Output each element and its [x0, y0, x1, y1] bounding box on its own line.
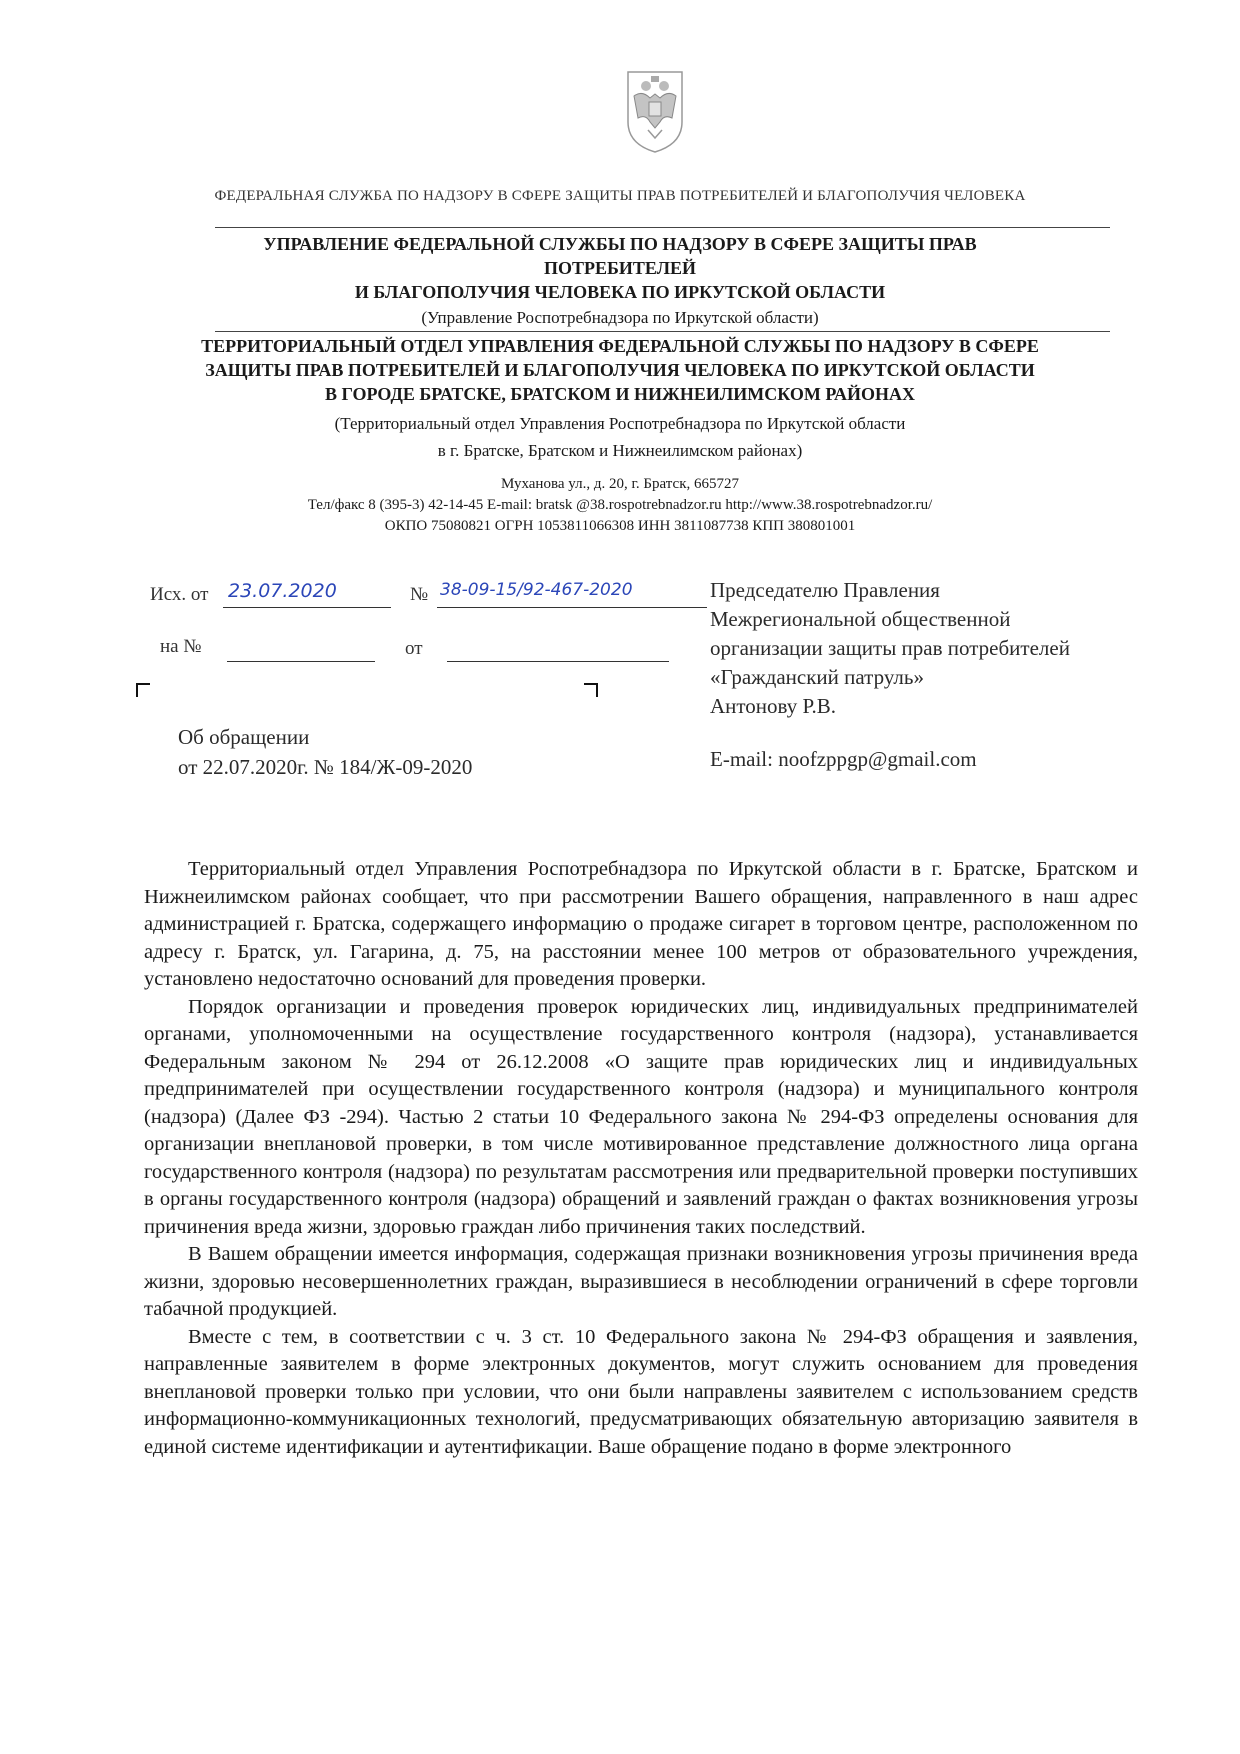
subject-line: Об обращении	[178, 725, 310, 749]
department-name-line: И БЛАГОПОЛУЧИЯ ЧЕЛОВЕКА ПО ИРКУТСКОЙ ОБЛАСТИ	[354, 282, 886, 302]
letter-body	[144, 856, 1138, 1461]
body-paragraph: Вместе с тем, в соответствии с ч. 3 ст. 10 Федерального закона № 294-ФЗ обращения и заявления, направленные заявителем в форме электронных документов, могут служить основанием для проведения внеплановой проверки только при условии, что они были направлены заявителем с использованием средств информационно-коммуникационных технологий, предусматривающих обязательную авторизацию заявителя в единой системе идентификации и аутентификации. Ваше обращение подано в форме электронного	[144, 1325, 1138, 1458]
outgoing-date-underline	[223, 607, 391, 608]
territorial-office-line: В ГОРОДЕ БРАТСКЕ, БРАТСКОМ И НИЖНЕИЛИМСКОМ РАЙОНАХ	[324, 384, 916, 404]
department-short-name: (Управление Роспотребнадзора по Иркутской области)	[421, 308, 819, 327]
department-name-line: ПОТРЕБИТЕЛЕЙ	[543, 258, 697, 278]
outgoing-number-label: №	[410, 584, 429, 605]
office-address: Муханова ул., д. 20, г. Братск, 665727	[501, 476, 739, 492]
reply-to-date-label: от	[405, 638, 423, 659]
outgoing-number-underline	[437, 607, 707, 608]
office-contacts	[150, 474, 1090, 537]
reply-to-number-underline	[227, 661, 375, 662]
territorial-office-short-line: в г. Братске, Братском и Нижнеилимском районах)	[437, 441, 803, 460]
outgoing-date: 23.07.2020	[228, 580, 337, 602]
recipient-line: Межрегиональной общественной	[710, 607, 1011, 631]
recipient-line: организации защиты прав потребителей	[710, 636, 1070, 660]
subject-line: от 22.07.2020г. № 184/Ж-09-2020	[178, 755, 473, 779]
agency-name: ФЕДЕРАЛЬНАЯ СЛУЖБА ПО НАДЗОРУ В СФЕРЕ ЗАЩИТЫ ПРАВ ПОТРЕБИТЕЛЕЙ И БЛАГОПОЛУЧИЯ ЧЕЛОВЕКА	[214, 188, 1026, 204]
header-divider	[215, 227, 1110, 228]
body-paragraph: В Вашем обращении имеется информация, содержащая признаки возникновения угрозы причинения вреда жизни, здоровью несовершеннолетних граждан, выразившиеся в несоблюдении ограничений в сфере торговли табачной продукцией.	[144, 1243, 1138, 1320]
russian-coat-of-arms-icon	[620, 66, 690, 156]
address-block-corner	[584, 683, 598, 697]
recipient-line: Антонову Р.В.	[710, 694, 837, 718]
body-paragraph: Территориальный отдел Управления Роспотребнадзора по Иркутской области в г. Братске, Братском и Нижнеилимском районах сообщает, что при рассмотрении Вашего обращения, направленного в наш адрес администрацией г. Братска, содержащего информацию о продаже сигарет в торговом центре, расположенном по адресу г. Братск, ул. Гагарина, д. 75, на расстоянии менее 100 метров от образовательного учреждения, установлено недостаточно оснований для проведения проверки.	[144, 858, 1138, 990]
outgoing-label: Исх. от	[150, 584, 209, 605]
letter-subject	[178, 722, 472, 782]
territorial-office-name	[140, 334, 1100, 406]
recipient-line: «Гражданский патруль»	[710, 665, 924, 689]
recipient-email: E-mail: noofzppgp@gmail.com	[710, 747, 977, 771]
reply-to-date-underline	[447, 661, 669, 662]
territorial-office-short-line: (Территориальный отдел Управления Роспотребнадзора по Иркутской области	[334, 414, 906, 433]
header-divider	[215, 331, 1110, 332]
territorial-office-line: ЗАЩИТЫ ПРАВ ПОТРЕБИТЕЛЕЙ И БЛАГОПОЛУЧИЯ ЧЕЛОВЕКА ПО ИРКУТСКОЙ ОБЛАСТИ	[205, 360, 1035, 380]
office-registration-codes: ОКПО 75080821 ОГРН 1053811066308 ИНН 3811087738 КПП 380801001	[384, 518, 856, 534]
recipient-line: Председателю Правления	[710, 578, 940, 602]
territorial-office-short-name	[150, 410, 1090, 464]
outgoing-number: 38-09-15/92-467-2020	[440, 580, 633, 600]
department-name	[150, 232, 1090, 304]
office-phone-email: Тел/факс 8 (395-3) 42-14-45 E-mail: bratsk @38.rospotrebnadzor.ru http://www.38.rospotrebnadzor.ru/	[307, 497, 933, 513]
reply-to-number-label: на №	[160, 636, 202, 657]
territorial-office-line: ТЕРРИТОРИАЛЬНЫЙ ОТДЕЛ УПРАВЛЕНИЯ ФЕДЕРАЛЬНОЙ СЛУЖБЫ ПО НАДЗОРУ В СФЕРЕ	[201, 336, 1039, 356]
recipient-block	[710, 576, 1180, 721]
address-block-corner	[136, 683, 150, 697]
body-paragraph: Порядок организации и проведения проверок юридических лиц, индивидуальных предпринимателей органами, уполномоченными на осуществление государственного контроля (надзора), устанавливается Федеральным законом № 294 от 26.12.2008 «О защите прав юридических лиц и индивидуальных предпринимателей при осуществлении государственного контроля (надзора) и муниципального контроля (надзора) (Далее ФЗ -294). Частью 2 статьи 10 Федерального закона № 294-ФЗ определены основания для организации внеплановой проверки, в том числе мотивированное представление должностного лица органа государственного контроля (надзора) по результатам рассмотрения или предварительной проверки поступивших в органы государственного контроля (надзора) обращений и заявлений граждан о фактах возникновения угрозы причинения вреда жизни, здоровью граждан либо причинения таких последствий.	[144, 995, 1138, 1238]
department-name-line: УПРАВЛЕНИЕ ФЕДЕРАЛЬНОЙ СЛУЖБЫ ПО НАДЗОРУ В СФЕРЕ ЗАЩИТЫ ПРАВ	[263, 234, 977, 254]
